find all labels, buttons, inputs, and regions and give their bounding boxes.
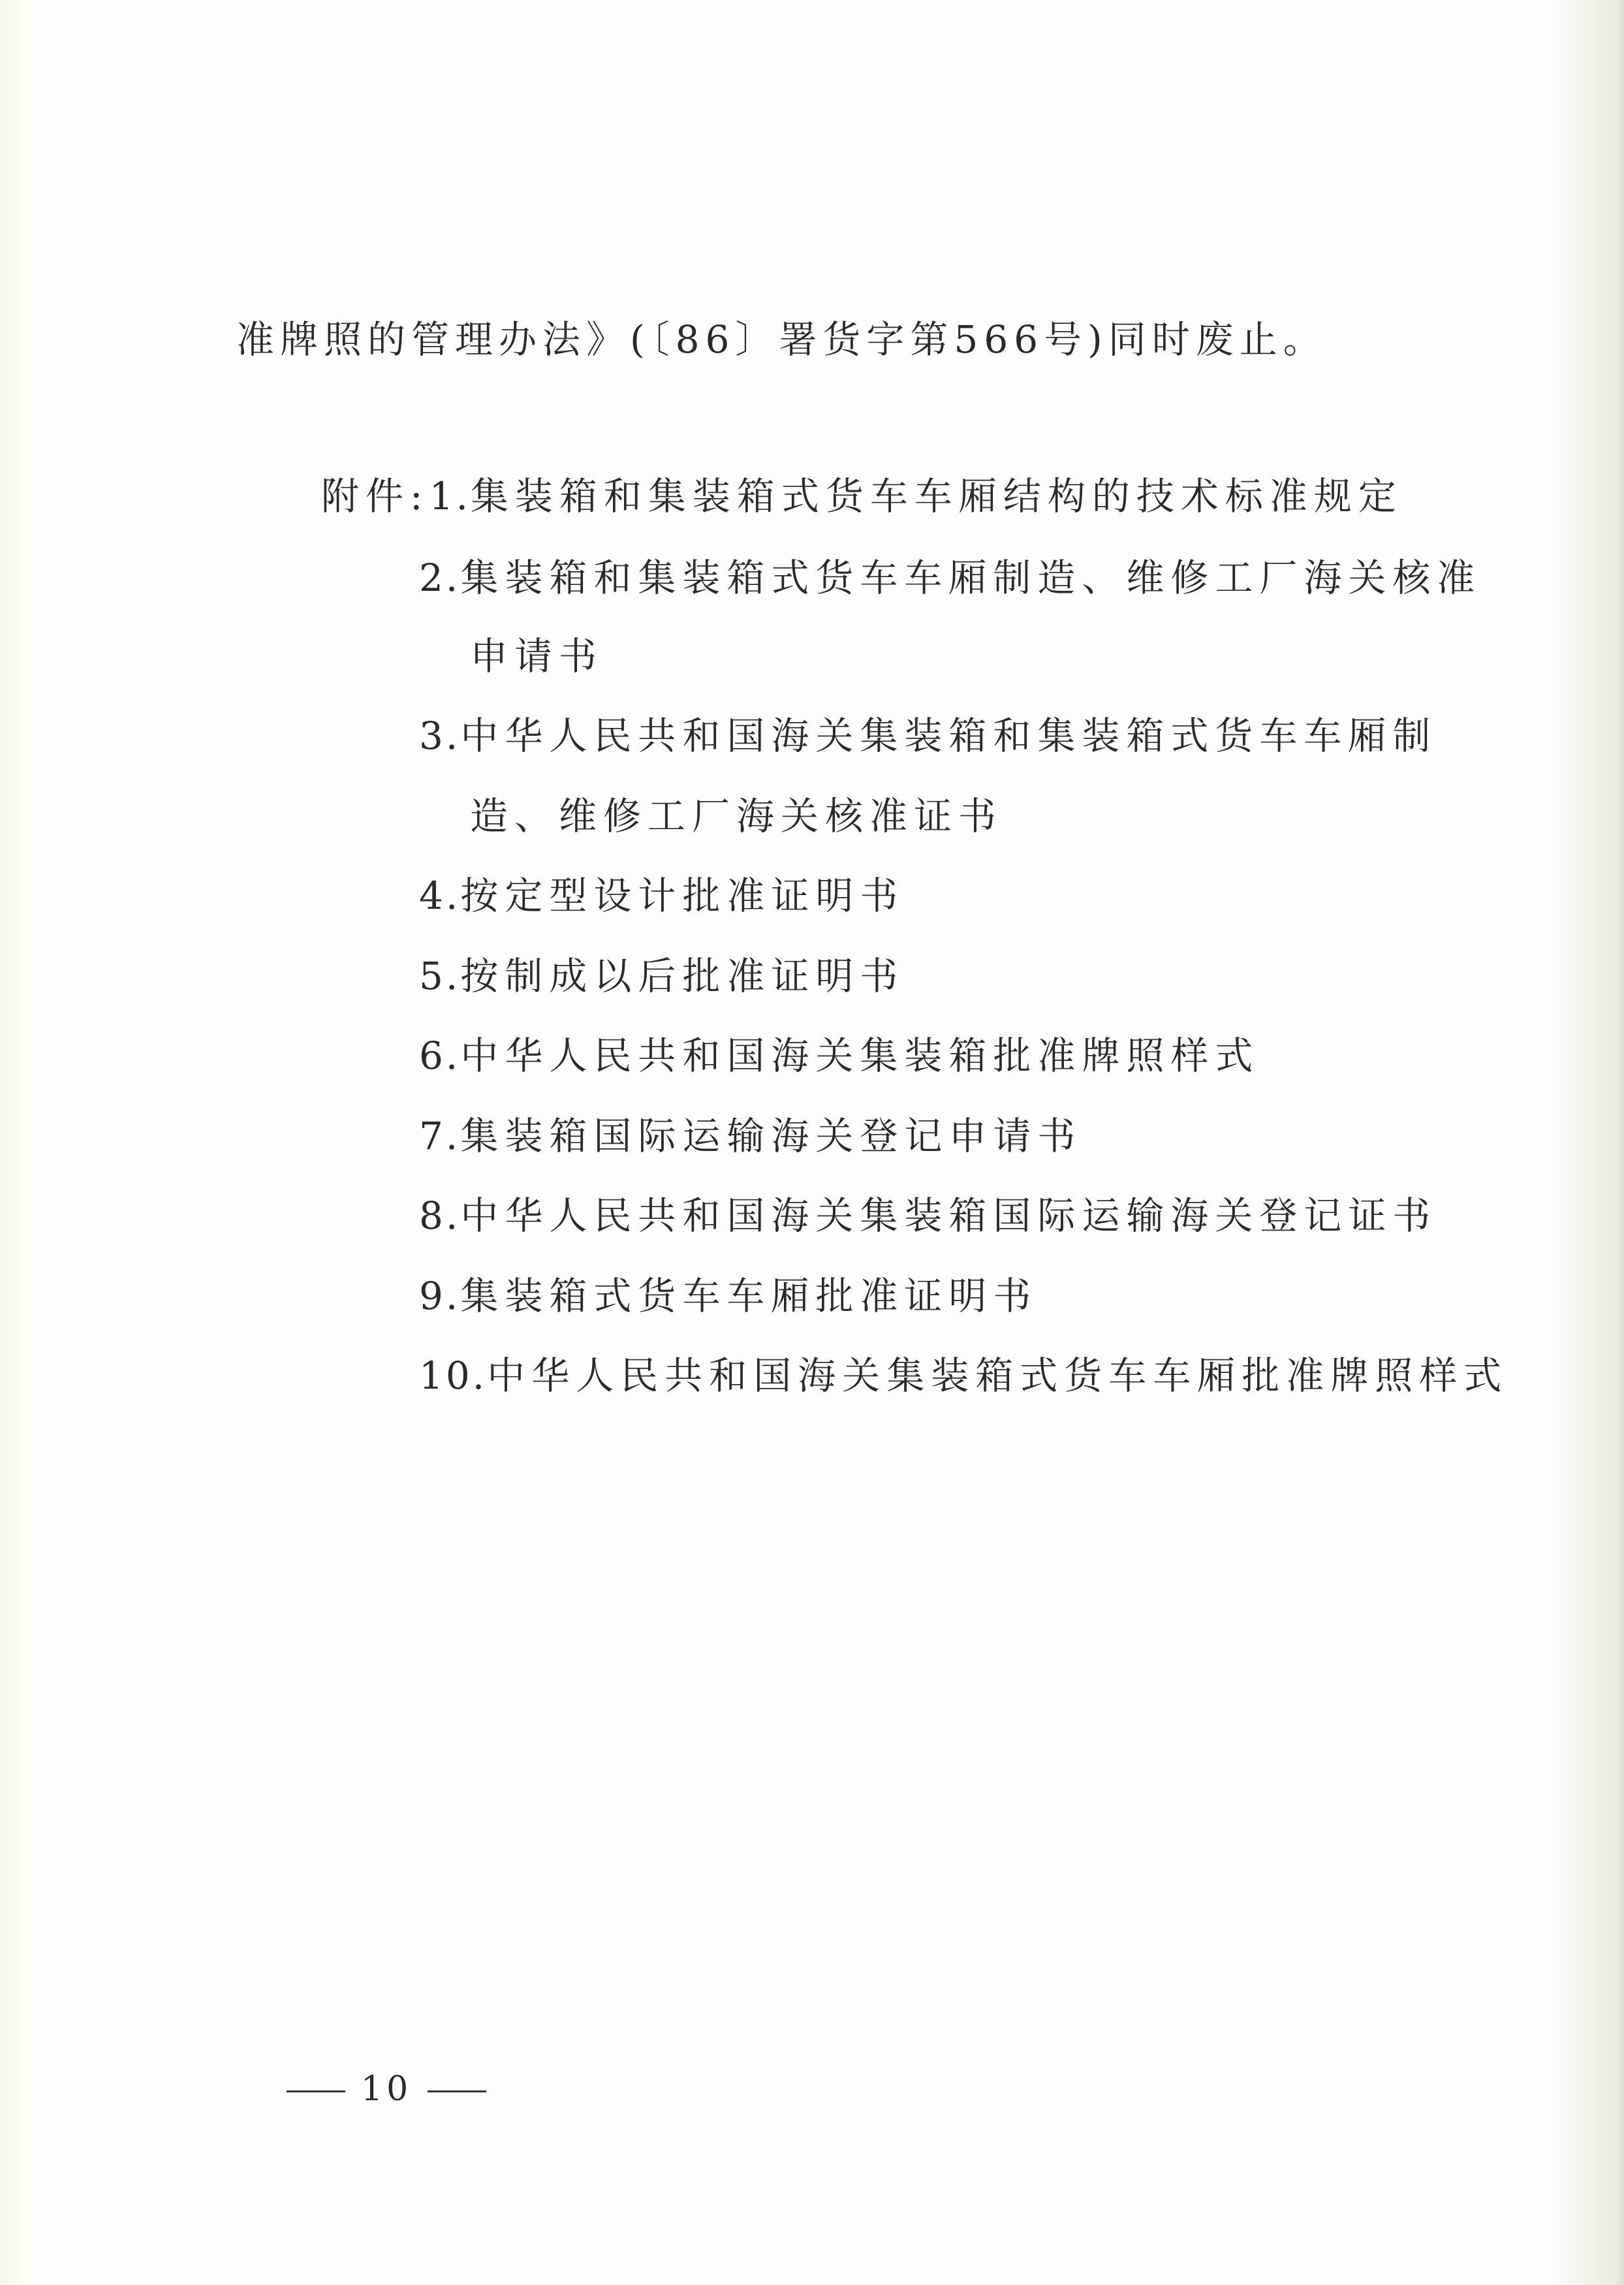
attachment-9: [419, 1273, 1037, 1319]
page-edge-shadow: [1615, 0, 1624, 2285]
attachment-number: 3.: [419, 714, 461, 758]
dash-left: [287, 2090, 345, 2092]
attachment-number: 2.: [419, 556, 461, 600]
attachment-number: 8.: [419, 1193, 461, 1238]
attachment-number: 10.: [419, 1353, 488, 1398]
attachment-number: 4.: [419, 874, 461, 918]
attachment-number: 6.: [419, 1033, 461, 1078]
attachment-2: [419, 555, 1481, 601]
attachment-title: 按制成以后批准证明书: [460, 954, 905, 998]
attachment-3-continuation: 造、维修工厂海关核准证书: [470, 794, 1003, 838]
attachment-title: 中华人民共和国海关集装箱式货车车厢批准牌照样式: [487, 1353, 1508, 1398]
attachment-1: [321, 473, 1403, 519]
continuation-text-line: 准牌照的管理办法》(〔86〕署货字第566号)同时废止。: [236, 317, 1327, 362]
attachment-title: 中华人民共和国海关集装箱国际运输海关登记证书: [460, 1193, 1437, 1238]
attachment-6: [419, 1033, 1259, 1079]
attachments-label: 附件:: [321, 474, 429, 518]
attachment-7: [419, 1113, 1082, 1159]
attachment-4: [419, 873, 904, 919]
page-number-value: 10: [361, 2070, 413, 2109]
attachment-number: 9.: [419, 1274, 461, 1318]
attachment-title: 中华人民共和国海关集装箱批准牌照样式: [460, 1033, 1260, 1078]
attachment-number: 7.: [419, 1114, 461, 1158]
attachment-number: 1.: [429, 474, 471, 518]
attachment-2-continuation: 申请书: [470, 634, 604, 678]
page-number: [271, 2070, 502, 2109]
attachment-title: 集装箱式货车车厢批准证明书: [460, 1274, 1038, 1318]
attachment-title: 集装箱和集装箱式货车车厢制造、维修工厂海关核准: [460, 556, 1482, 600]
attachment-8: [419, 1193, 1437, 1238]
dash-right: [428, 2090, 486, 2092]
attachment-title: 集装箱国际运输海关登记申请书: [460, 1114, 1082, 1158]
attachment-5: [419, 953, 904, 999]
attachment-title: 按定型设计批准证明书: [460, 874, 905, 918]
attachment-number: 5.: [419, 954, 461, 998]
attachment-title: 集装箱和集装箱式货车车厢结构的技术标准规定: [470, 474, 1403, 518]
attachment-3: [419, 713, 1437, 759]
attachment-title: 中华人民共和国海关集装箱和集装箱式货车车厢制: [460, 714, 1437, 758]
attachment-10: [419, 1353, 1508, 1398]
